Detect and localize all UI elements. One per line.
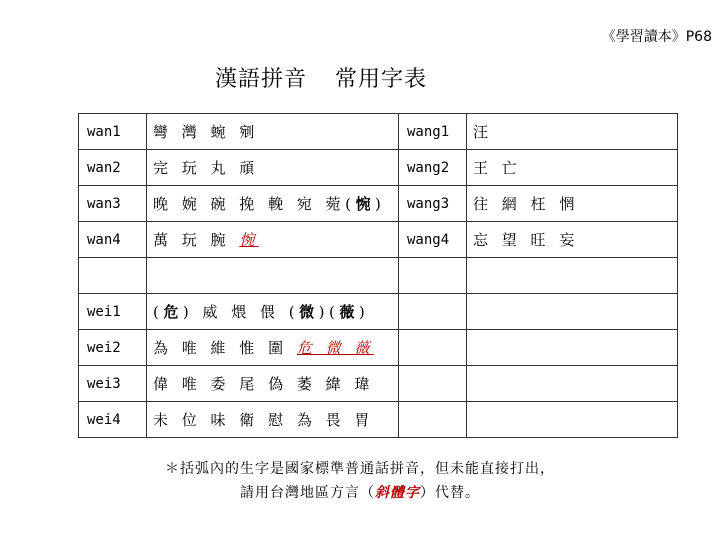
chars-cell (147, 186, 399, 222)
page-title (215, 62, 427, 93)
chars-cell (467, 330, 678, 366)
title-right: 常用字表 (335, 67, 428, 92)
footnote-line-1: ＊括弧內的生字是國家標準普通話拼音，但未能直接打出， (165, 461, 555, 477)
chars-text: 彎 灣 蜿 剜 (153, 123, 259, 141)
chars-cell (147, 222, 399, 258)
pinyin-cell (79, 258, 147, 294)
pinyin-cell: wan4 (79, 222, 147, 258)
pinyin-cell (399, 258, 467, 294)
pinyin-cell (399, 366, 467, 402)
table-row (79, 150, 678, 186)
table-row (79, 402, 678, 438)
chars-cell (467, 258, 678, 294)
chars-cell (147, 294, 399, 330)
substitute-char: 危 微 薇 (296, 339, 374, 357)
pinyin-cell: wan1 (79, 114, 147, 150)
pinyin-cell: wang4 (399, 222, 467, 258)
chars-text: 完 玩 丸 頑 (153, 159, 259, 177)
chars-text: 偉 唯 委 尾 偽 萎 緯 瑋 (153, 375, 374, 393)
chars-cell (147, 366, 399, 402)
chars-cell (147, 258, 399, 294)
bold-char: 微 (299, 303, 319, 321)
chars-cell: 往 網 枉 惘 (467, 186, 678, 222)
bold-char: 薇 (339, 303, 359, 321)
chars-cell (467, 402, 678, 438)
chars-cell (467, 366, 678, 402)
pinyin-cell: wei4 (79, 402, 147, 438)
chars-text: )( (318, 303, 340, 321)
pinyin-cell: wang1 (399, 114, 467, 150)
table-row (79, 366, 678, 402)
title-left: 漢語拼音 (215, 67, 308, 92)
table-row (79, 186, 678, 222)
pinyin-cell: wang3 (399, 186, 467, 222)
chars-text: ) 威 煨 偎 ( (182, 303, 300, 321)
pinyin-cell: wei2 (79, 330, 147, 366)
chars-cell: 王 亡 (467, 150, 678, 186)
table-row (79, 330, 678, 366)
pinyin-cell (399, 330, 467, 366)
table-row (79, 222, 678, 258)
chars-text: 晚 婉 碗 挽 輓 宛 菀( (153, 195, 356, 213)
chars-text: ( (153, 303, 164, 321)
chars-cell: 忘 望 旺 妄 (467, 222, 678, 258)
bold-char: 惋 (355, 195, 375, 213)
bold-char: 危 (163, 303, 183, 321)
pinyin-cell: wan2 (79, 150, 147, 186)
table-row (79, 114, 678, 150)
chars-text: 萬 玩 腕 (153, 231, 240, 249)
chars-cell (147, 150, 399, 186)
pinyin-cell (399, 402, 467, 438)
pinyin-char-table (78, 113, 678, 438)
chars-cell (147, 402, 399, 438)
footnote (0, 457, 720, 505)
substitute-char: 惋 (239, 231, 259, 249)
chars-cell (467, 294, 678, 330)
pinyin-cell: wan3 (79, 186, 147, 222)
chars-text-end: ) (358, 303, 370, 321)
footnote-line-2 (0, 481, 720, 505)
pinyin-cell: wei1 (79, 294, 147, 330)
chars-text-end: ) (374, 195, 386, 213)
pinyin-cell: wang2 (399, 150, 467, 186)
chars-cell (147, 114, 399, 150)
chars-cell: 汪 (467, 114, 678, 150)
footnote-text-end: ）代替。 (420, 485, 480, 501)
table-row (79, 294, 678, 330)
pinyin-cell (399, 294, 467, 330)
pinyin-cell: wei3 (79, 366, 147, 402)
chars-text: 為 唯 維 惟 圍 (153, 339, 297, 357)
page-reference: 《學習讀本》P68 (601, 29, 712, 45)
chars-text: 未 位 味 衛 慰 為 畏 胃 (153, 411, 374, 429)
table-row (79, 258, 678, 294)
italic-example: 斜體字 (375, 485, 420, 501)
chars-cell (147, 330, 399, 366)
footnote-text: 請用台灣地區方言（ (240, 485, 375, 501)
